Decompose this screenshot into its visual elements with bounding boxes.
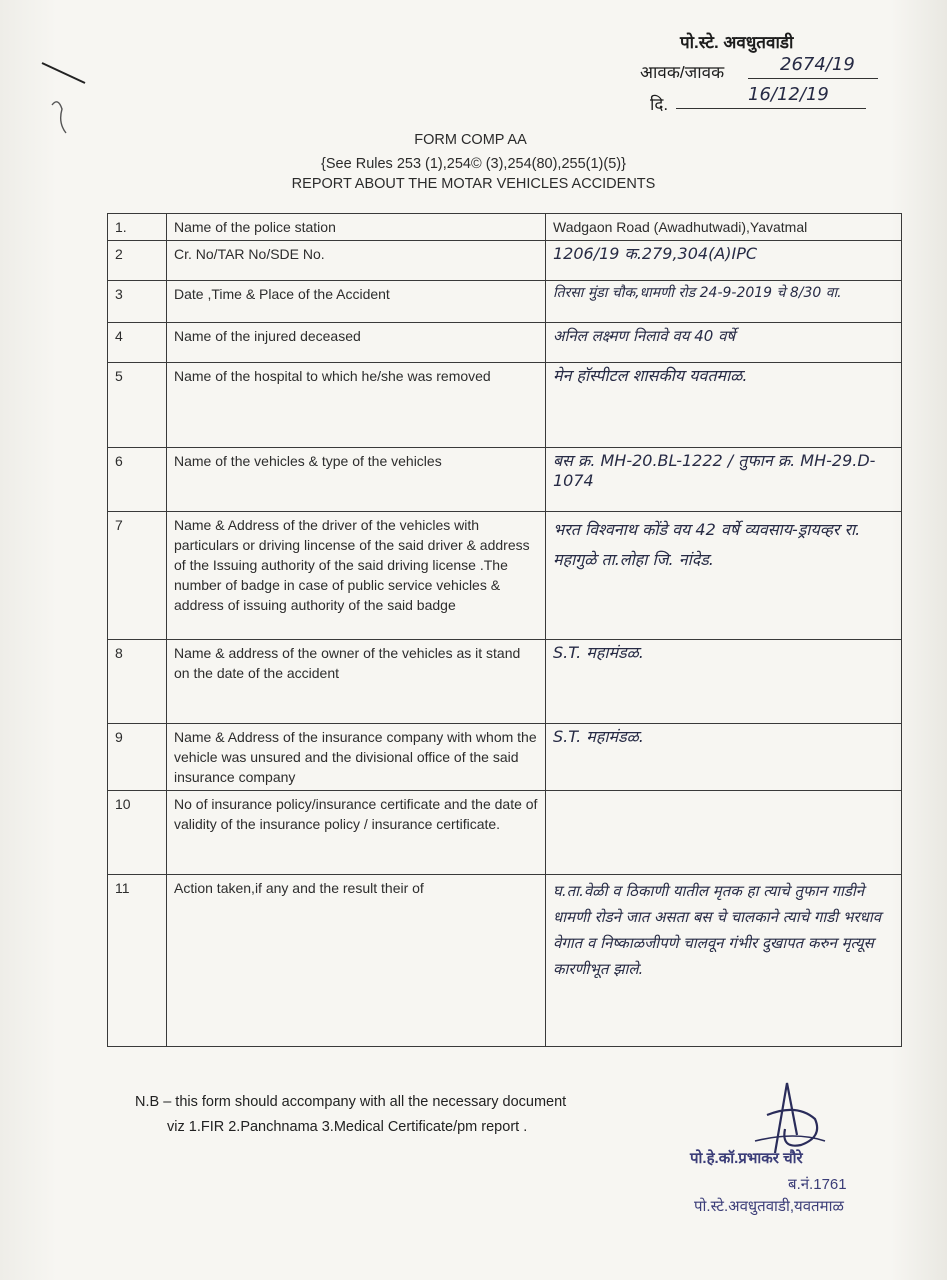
ref-number: 2674/19 xyxy=(780,54,855,75)
table-row xyxy=(108,363,902,448)
row-value: अनिल लक्ष्मण निलावे वय 40 वर्षे xyxy=(546,323,902,363)
table-row xyxy=(108,791,902,875)
footer-note: N.B – this form should accompany with all the necessary document xyxy=(135,1094,567,1110)
station-name: पो.स्टे. अवधुतवाडी xyxy=(680,33,794,52)
row-value: Wadgaon Road (Awadhutwadi),Yavatmal xyxy=(546,214,902,241)
row-number: 7 xyxy=(108,512,167,640)
row-number: 5 xyxy=(108,363,167,448)
table-row xyxy=(108,448,902,512)
officer-name: पो.हे.कॉ.प्रभाकर चौरे xyxy=(690,1150,803,1167)
table-row xyxy=(108,281,902,323)
row-label: Name of the hospital to which he/she was removed xyxy=(167,363,546,448)
footer-documents-list: viz 1.FIR 2.Panchnama 3.Medical Certificate/pm report . xyxy=(167,1119,528,1135)
report-title: REPORT ABOUT THE MOTAR VEHICLES ACCIDENTS xyxy=(291,176,656,192)
ref-label: आवक/जावक xyxy=(640,63,725,82)
table-row xyxy=(108,875,902,1047)
row-number: 10 xyxy=(108,791,167,875)
table-row xyxy=(108,214,902,241)
row-number: 3 xyxy=(108,281,167,323)
row-value: 1206/19 क.279,304(A)IPC xyxy=(546,241,902,281)
row-label: No of insurance policy/insurance certificate and the date of validity of the insurance policy / insurance certificate. xyxy=(167,791,546,875)
row-value xyxy=(546,791,902,875)
row-number: 8 xyxy=(108,640,167,724)
row-value: मेन हॉस्पीटल शासकीय यवतमाळ. xyxy=(546,363,902,448)
row-value: तिरसा मुंडा चौक,धामणी रोड 24-9-2019 चे 8/30 वा. xyxy=(546,281,902,323)
table-row xyxy=(108,323,902,363)
row-label: Name of the police station xyxy=(167,214,546,241)
row-number: 11 xyxy=(108,875,167,1047)
row-label: Cr. No/TAR No/SDE No. xyxy=(167,241,546,281)
row-value: घ.ता.वेळी व ठिकाणी यातील मृतक हा त्याचे तुफान गाडीने धामणी रोडने जात असता बस चे चालकाने त्याचे गाडी भरधाव वेगात व निष्काळजीपणे चालवून गंभीर दुखापत करुन मृत्यूस कारणीभूत झाले. xyxy=(546,875,902,1047)
table-row xyxy=(108,640,902,724)
row-number: 2 xyxy=(108,241,167,281)
row-label: Date ,Time & Place of the Accident xyxy=(167,281,546,323)
row-label: Name of the injured deceased xyxy=(167,323,546,363)
row-label: Name & Address of the driver of the vehicles with particulars or driving lincense of the said driver & address of the Issuing authority of the said driving license .The number of badge in case of public service vehicles & address of issuing authority of the said badge xyxy=(167,512,546,640)
row-value: बस क्र. MH-20.BL-1222 / तुफान क्र. MH-29.D-1074 xyxy=(546,448,902,512)
row-label: Action taken,if any and the result their of xyxy=(167,875,546,1047)
row-number: 9 xyxy=(108,724,167,791)
accident-report-table xyxy=(107,213,902,1047)
row-label: Name & Address of the insurance company with whom the vehicle was unsured and the divisional office of the said insurance company xyxy=(167,724,546,791)
officer-badge-number: ब.नं.1761 xyxy=(788,1176,847,1193)
table-row xyxy=(108,724,902,791)
form-title: FORM COMP AA xyxy=(414,132,527,148)
row-value: S.T. महामंडळ. xyxy=(546,640,902,724)
form-rules: {See Rules 253 (1),254© (3),254(80),255(1)(5)} xyxy=(321,156,626,172)
row-number: 4 xyxy=(108,323,167,363)
row-number: 6 xyxy=(108,448,167,512)
date-label: दि. xyxy=(650,95,669,114)
row-label: Name of the vehicles & type of the vehicles xyxy=(167,448,546,512)
table-row xyxy=(108,512,902,640)
table-row xyxy=(108,241,902,281)
row-value: S.T. महामंडळ. xyxy=(546,724,902,791)
row-number: 1. xyxy=(108,214,167,241)
date-value: 16/12/19 xyxy=(748,84,829,105)
row-label: Name & address of the owner of the vehicles as it stand on the date of the accident xyxy=(167,640,546,724)
row-value: भरत विश्वनाथ कोंडे वय 42 वर्षे व्यवसाय-ड्रायव्हर रा. महागुळे ता.लोहा जि. नांदेड. xyxy=(546,512,902,640)
officer-station: पो.स्टे.अवधुतवाडी,यवतमाळ xyxy=(694,1198,844,1215)
